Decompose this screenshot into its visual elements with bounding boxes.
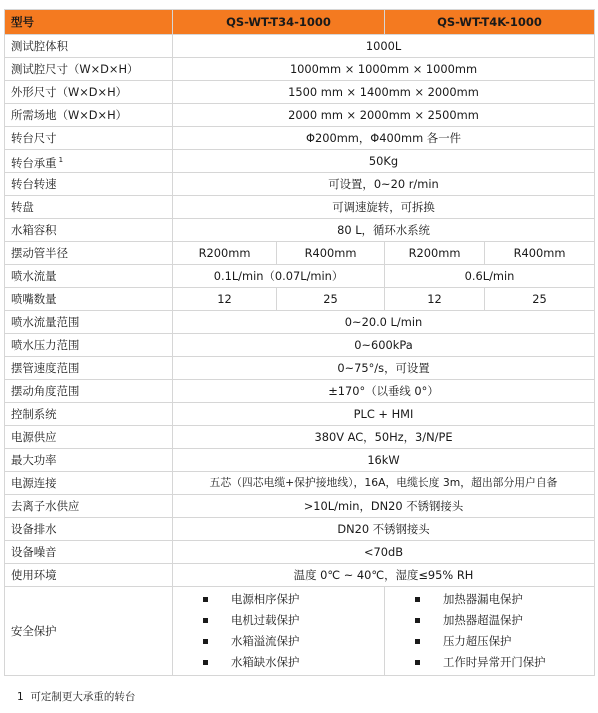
row-noise xyxy=(5,541,595,564)
list-item xyxy=(203,631,384,652)
row-label: 喷水流量 xyxy=(5,265,173,288)
row-label: 测试腔尺寸（W×D×H） xyxy=(5,58,173,81)
row-chamber-size xyxy=(5,58,595,81)
footnote-text: 可定制更大承重的转台 xyxy=(30,691,136,703)
square-bullet-icon xyxy=(203,639,208,644)
row-site-size xyxy=(5,104,595,127)
row-label-text: 转台承重 xyxy=(11,155,57,170)
row-label: 外形尺寸（W×D×H） xyxy=(5,81,173,104)
square-bullet-icon xyxy=(415,660,420,665)
spec-table xyxy=(4,9,595,676)
row-value: 50Kg xyxy=(173,150,595,173)
square-bullet-icon xyxy=(415,618,420,623)
row-tank-volume xyxy=(5,219,595,242)
row-label: 最大功率 xyxy=(5,449,173,472)
row-swing-radius xyxy=(5,242,595,265)
row-value: <70dB xyxy=(173,541,595,564)
row-turntable-size xyxy=(5,127,595,150)
list-item-text: 电机过载保护 xyxy=(231,613,300,627)
row-value: 12 xyxy=(173,288,277,311)
row-label: 摆动角度范围 xyxy=(5,380,173,403)
safety-right-list xyxy=(385,589,594,673)
footnote xyxy=(17,689,135,704)
row-label: 转台转速 xyxy=(5,173,173,196)
row-value: R200mm xyxy=(385,242,485,265)
list-item-text: 水箱溢流保护 xyxy=(231,634,300,648)
row-value: Φ200mm，Φ400mm 各一件 xyxy=(173,127,595,150)
footnote-ref: 1 xyxy=(58,155,64,164)
row-value: ±170°（以垂线 0°） xyxy=(173,380,595,403)
row-power-connection xyxy=(5,472,595,495)
row-value: PLC + HMI xyxy=(173,403,595,426)
row-value: 0~75°/s，可设置 xyxy=(173,357,595,380)
row-label: 摆动管半径 xyxy=(5,242,173,265)
list-item-text: 加热器漏电保护 xyxy=(443,592,523,606)
row-turntable-speed xyxy=(5,173,595,196)
row-value: 温度 0℃ ~ 40℃，湿度≤95% RH xyxy=(173,564,595,587)
row-label: 电源连接 xyxy=(5,472,173,495)
row-label: 水箱容积 xyxy=(5,219,173,242)
row-label: 测试腔体积 xyxy=(5,35,173,58)
list-item xyxy=(203,589,384,610)
row-value: 1500 mm × 1400mm × 2000mm xyxy=(173,81,595,104)
safety-left-list xyxy=(173,589,384,673)
row-spray-flow xyxy=(5,265,595,288)
row-value: 1000mm × 1000mm × 1000mm xyxy=(173,58,595,81)
row-value: 可调速旋转，可拆换 xyxy=(173,196,595,219)
row-value: 12 xyxy=(385,288,485,311)
row-value: 16kW xyxy=(173,449,595,472)
row-label: 电源供应 xyxy=(5,426,173,449)
row-value: 2000 mm × 2000mm × 2500mm xyxy=(173,104,595,127)
row-value: R400mm xyxy=(277,242,385,265)
row-label xyxy=(5,150,173,173)
row-outer-size xyxy=(5,81,595,104)
row-label: 摆管速度范围 xyxy=(5,357,173,380)
row-label: 安全保护 xyxy=(5,587,173,676)
list-item-text: 工作时异常开门保护 xyxy=(443,655,546,669)
list-item xyxy=(203,610,384,631)
row-value: R200mm xyxy=(173,242,277,265)
row-label: 设备排水 xyxy=(5,518,173,541)
footnote-number: 1 xyxy=(17,691,24,703)
row-label: 使用环境 xyxy=(5,564,173,587)
row-safety xyxy=(5,587,595,676)
row-turntable-load xyxy=(5,150,595,173)
row-value: 0~20.0 L/min xyxy=(173,311,595,334)
row-value: 25 xyxy=(485,288,595,311)
row-nozzle-count xyxy=(5,288,595,311)
row-drain xyxy=(5,518,595,541)
row-power-supply xyxy=(5,426,595,449)
row-value: 1000L xyxy=(173,35,595,58)
row-label: 控制系统 xyxy=(5,403,173,426)
row-label: 转盘 xyxy=(5,196,173,219)
row-value: 25 xyxy=(277,288,385,311)
safety-left-cell xyxy=(173,587,385,676)
header-row xyxy=(5,10,595,35)
row-value: R400mm xyxy=(485,242,595,265)
row-label: 喷水流量范围 xyxy=(5,311,173,334)
square-bullet-icon xyxy=(203,597,208,602)
list-item-text: 压力超压保护 xyxy=(443,634,512,648)
row-chamber-volume xyxy=(5,35,595,58)
safety-right-cell xyxy=(385,587,595,676)
model-header-t34: QS-WT-T34-1000 xyxy=(173,10,385,35)
row-value: 可设置，0~20 r/min xyxy=(173,173,595,196)
row-value: >10L/min，DN20 不锈钢接头 xyxy=(173,495,595,518)
list-item-text: 水箱缺水保护 xyxy=(231,655,300,669)
row-environment xyxy=(5,564,595,587)
square-bullet-icon xyxy=(415,597,420,602)
row-swing-speed xyxy=(5,357,595,380)
list-item xyxy=(415,589,594,610)
row-flow-range xyxy=(5,311,595,334)
list-item-text: 电源相序保护 xyxy=(231,592,300,606)
row-label: 喷嘴数量 xyxy=(5,288,173,311)
list-item-text: 加热器超温保护 xyxy=(443,613,523,627)
square-bullet-icon xyxy=(415,639,420,644)
row-pressure-range xyxy=(5,334,595,357)
list-item xyxy=(415,652,594,673)
row-max-power xyxy=(5,449,595,472)
model-header-t4k: QS-WT-T4K-1000 xyxy=(385,10,595,35)
row-label: 设备噪音 xyxy=(5,541,173,564)
row-di-water xyxy=(5,495,595,518)
row-label: 所需场地（W×D×H） xyxy=(5,104,173,127)
row-swing-angle xyxy=(5,380,595,403)
row-value: 0.1L/min（0.07L/min） xyxy=(173,265,385,288)
row-control xyxy=(5,403,595,426)
row-value: 0~600kPa xyxy=(173,334,595,357)
list-item xyxy=(415,631,594,652)
row-label: 转台尺寸 xyxy=(5,127,173,150)
row-value: 380V AC，50Hz，3/N/PE xyxy=(173,426,595,449)
row-label: 去离子水供应 xyxy=(5,495,173,518)
row-value: 80 L，循环水系统 xyxy=(173,219,595,242)
model-header-label: 型号 xyxy=(5,10,173,35)
row-value: DN20 不锈钢接头 xyxy=(173,518,595,541)
square-bullet-icon xyxy=(203,660,208,665)
row-label: 喷水压力范围 xyxy=(5,334,173,357)
row-value: 0.6L/min xyxy=(385,265,595,288)
square-bullet-icon xyxy=(203,618,208,623)
list-item xyxy=(203,652,384,673)
row-value: 五芯（四芯电缆+保护接地线），16A，电缆长度 3m，超出部分用户自备 xyxy=(173,472,595,495)
list-item xyxy=(415,610,594,631)
row-turntable xyxy=(5,196,595,219)
